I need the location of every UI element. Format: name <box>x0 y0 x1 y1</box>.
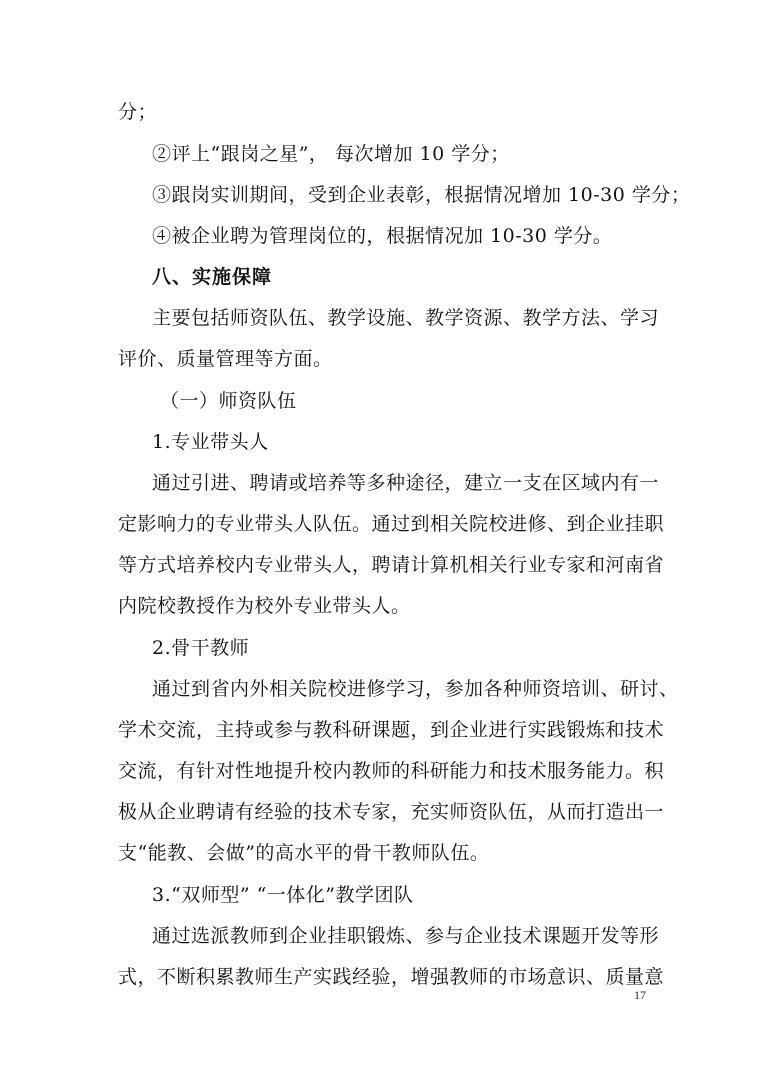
paragraph-line: 等方式培养校内专业带头人，聘请计算机相关行业专家和河南省 <box>118 554 665 576</box>
item-heading: 2.骨干教师 <box>152 637 250 659</box>
paragraph-line: 交流，有针对性地提升校内教师的科研能力和技术服务能力。积 <box>118 760 665 782</box>
page-number: 17 <box>634 988 646 1002</box>
list-item-text: ②评上“跟岗之星”， 每次增加 10 学分； <box>152 143 510 165</box>
paragraph-line: 定影响力的专业带头人队伍。通过到相关院校进修、到企业挂职 <box>118 513 665 535</box>
paragraph-line: 主要包括师资队伍、教学设施、教学资源、教学方法、学习 <box>152 307 660 329</box>
paragraph-line: 内院校教授作为校外专业带头人。 <box>118 595 411 617</box>
paragraph-line: 支“能教、会做”的高水平的骨干教师队伍。 <box>118 842 490 864</box>
paragraph-line: 通过选派教师到企业挂职锻炼、参与企业技术课题开发等形 <box>152 925 660 947</box>
text-line: 分； <box>118 101 158 123</box>
paragraph-line: 学术交流，主持或参与教科研课题，到企业进行实践锻炼和技术 <box>118 719 665 741</box>
item-heading: 3.“双师型” “一体化”教学团队 <box>152 884 414 906</box>
section-heading: 八、实施保障 <box>152 266 273 288</box>
paragraph-line: 通过到省内外相关院校进修学习，参加各种师资培训、研讨、 <box>152 678 679 700</box>
paragraph-line: 极从企业聘请有经验的技术专家，充实师资队伍，从而打造出一 <box>118 801 665 823</box>
paragraph-line: 评价、质量管理等方面。 <box>118 348 333 370</box>
paragraph-line: 通过引进、聘请或培养等多种途径，建立一支在区域内有一 <box>152 472 660 494</box>
list-item-text: ③跟岗实训期间，受到企业表彰，根据情况增加 10-30 学分； <box>152 184 691 206</box>
item-heading: 1.专业带头人 <box>152 431 269 453</box>
subsection-heading: （一）师资队伍 <box>160 390 297 412</box>
list-item-text: ④被企业聘为管理岗位的，根据情况加 10-30 学分。 <box>152 225 613 247</box>
paragraph-line: 式，不断积累教师生产实践经验，增强教师的市场意识、质量意 <box>118 966 665 988</box>
